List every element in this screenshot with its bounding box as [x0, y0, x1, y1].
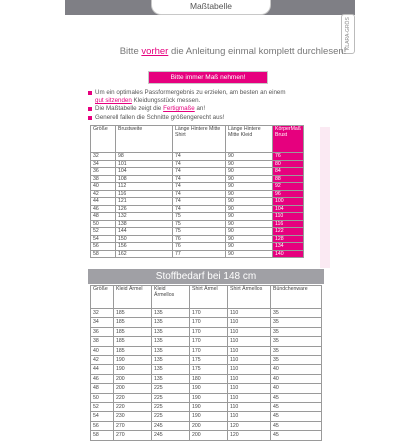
table-cell: 35	[271, 346, 322, 355]
table-cell: 48	[91, 213, 116, 221]
table-cell: 138	[116, 220, 173, 228]
table-cell: 45	[271, 393, 322, 402]
table-cell: 128	[273, 235, 304, 243]
table-cell: 135	[152, 374, 190, 383]
table-cell: 34	[91, 318, 114, 327]
table-cell: 200	[190, 421, 228, 430]
table-cell: 116	[116, 190, 173, 198]
table-cell: 120	[228, 431, 271, 440]
table-cell: 200	[114, 384, 152, 393]
table-cell: 74	[173, 168, 226, 176]
table-cell: 110	[228, 374, 271, 383]
intro-highlight: vorher	[141, 46, 169, 57]
table-cell: 84	[273, 168, 304, 176]
table-row	[91, 356, 322, 365]
table-cell: 48	[91, 384, 114, 393]
table-cell: 44	[91, 365, 114, 374]
pink-strip	[320, 127, 330, 268]
table-cell: 52	[91, 403, 114, 412]
table-cell: 120	[228, 421, 271, 430]
table-cell: 58	[91, 250, 116, 258]
table-cell: 40	[271, 365, 322, 374]
bullet-text: an!	[194, 105, 206, 113]
table-row	[91, 153, 304, 161]
col-header: Größe	[91, 286, 114, 309]
table-cell: 90	[226, 190, 273, 198]
table-row	[91, 220, 304, 228]
table-cell: 90	[226, 235, 273, 243]
table-cell: 185	[114, 318, 152, 327]
table-cell: 32	[91, 153, 116, 161]
table-row	[91, 250, 304, 258]
col-header: Brustweite	[116, 126, 173, 153]
col-header: Bündchenware	[271, 286, 322, 309]
fabric-table	[90, 285, 322, 441]
table-cell: 50	[91, 393, 114, 402]
table-cell: 75	[173, 220, 226, 228]
table-row	[91, 327, 322, 336]
table-cell: 46	[91, 374, 114, 383]
table-row	[91, 421, 322, 430]
table-cell: 54	[91, 412, 114, 421]
table-cell: 270	[114, 421, 152, 430]
fabric-table-wrap	[90, 285, 322, 441]
table-cell: 112	[116, 183, 173, 191]
table-cell: 245	[152, 431, 190, 440]
table-cell: 104	[273, 205, 304, 213]
table-cell: 35	[271, 337, 322, 346]
table-cell: 135	[152, 365, 190, 374]
table-cell: 110	[273, 213, 304, 221]
table-cell: 110	[228, 384, 271, 393]
table-cell: 38	[91, 175, 116, 183]
table-cell: 74	[173, 160, 226, 168]
intro-before: Bitte	[119, 46, 142, 57]
table-cell: 90	[226, 228, 273, 236]
table-cell: 54	[91, 235, 116, 243]
table-row	[91, 337, 322, 346]
table-cell: 90	[226, 175, 273, 183]
table-cell: 175	[190, 356, 228, 365]
table-cell: 74	[173, 153, 226, 161]
table-cell: 35	[271, 318, 322, 327]
table-cell: 185	[114, 327, 152, 336]
table-row	[91, 235, 304, 243]
table-cell: 135	[152, 318, 190, 327]
bullet-item	[88, 105, 348, 113]
table-row	[91, 393, 322, 402]
table-cell: 110	[228, 393, 271, 402]
table-cell: 116	[273, 220, 304, 228]
table-cell: 50	[91, 220, 116, 228]
table-cell: 220	[114, 403, 152, 412]
bullet-text: Die Maßtabelle zeigt die	[95, 105, 164, 113]
table-cell: 110	[228, 403, 271, 412]
table-row	[91, 309, 322, 318]
table-cell: 90	[226, 160, 273, 168]
table-cell: 144	[116, 228, 173, 236]
table-cell: 40	[271, 384, 322, 393]
table-cell: 170	[190, 346, 228, 355]
table-cell: 200	[190, 431, 228, 440]
table-cell: 46	[91, 205, 116, 213]
bullet-highlight: Fertigmaße	[163, 105, 195, 113]
table-cell: 90	[226, 250, 273, 258]
table-cell: 110	[228, 412, 271, 421]
table-row	[91, 183, 304, 191]
table-row	[91, 346, 322, 355]
table-row	[91, 198, 304, 206]
table-cell: 42	[91, 190, 116, 198]
table-cell: 75	[173, 213, 226, 221]
bullet-list	[88, 89, 348, 122]
bullet-highlight: gut sitzenden	[95, 97, 132, 105]
table-cell: 156	[116, 243, 173, 251]
table-cell: 80	[273, 160, 304, 168]
table-cell: 76	[173, 243, 226, 251]
table-cell: 56	[91, 421, 114, 430]
table-cell: 38	[91, 337, 114, 346]
table-cell: 45	[271, 412, 322, 421]
size-table-body	[91, 153, 304, 258]
table-cell: 190	[190, 393, 228, 402]
table-cell: 90	[226, 213, 273, 221]
table-cell: 74	[173, 183, 226, 191]
table-cell: 52	[91, 228, 116, 236]
table-cell: 230	[114, 412, 152, 421]
size-table-wrap	[90, 125, 304, 258]
table-cell: 134	[273, 243, 304, 251]
table-row	[91, 205, 304, 213]
table-cell: 90	[226, 243, 273, 251]
col-header: Kleid Ärmellos	[152, 286, 190, 309]
table-cell: 40	[91, 183, 116, 191]
table-cell: 35	[271, 356, 322, 365]
table-cell: 170	[190, 337, 228, 346]
table-cell: 92	[273, 183, 304, 191]
table-cell: 34	[91, 160, 116, 168]
table-row	[91, 228, 304, 236]
table-cell: 190	[190, 384, 228, 393]
table-cell: 35	[271, 327, 322, 336]
table-cell: 135	[152, 356, 190, 365]
table-cell: 96	[273, 190, 304, 198]
table-cell: 110	[228, 346, 271, 355]
table-cell: 90	[226, 153, 273, 161]
table-row	[91, 431, 322, 440]
table-cell: 40	[91, 346, 114, 355]
table-cell: 122	[273, 228, 304, 236]
table-row	[91, 374, 322, 383]
table-row	[91, 168, 304, 176]
col-header: Länge Hintere Mitte Kleid	[226, 126, 273, 153]
table-cell: 77	[173, 250, 226, 258]
table-cell: 45	[271, 403, 322, 412]
table-cell: 135	[152, 327, 190, 336]
table-cell: 45	[271, 421, 322, 430]
table-cell: 185	[114, 309, 152, 318]
table-cell: 74	[173, 175, 226, 183]
table-cell: 90	[226, 220, 273, 228]
bullet-text: Generell fallen die Schnitte größengerecht aus!	[95, 113, 225, 121]
measure-banner: Bitte immer Maß nehmen!	[148, 71, 268, 84]
table-cell: 135	[152, 309, 190, 318]
table-cell: 36	[91, 168, 116, 176]
table-row	[91, 190, 304, 198]
table-cell: 110	[228, 365, 271, 374]
col-header: Größe	[91, 126, 116, 153]
table-row	[91, 213, 304, 221]
bullet-item	[88, 114, 348, 122]
table-cell: 121	[116, 198, 173, 206]
table-cell: 225	[152, 412, 190, 421]
table-cell: 58	[91, 431, 114, 440]
table-cell: 135	[152, 346, 190, 355]
table-row	[91, 318, 322, 327]
table-cell: 88	[273, 175, 304, 183]
table-cell: 190	[190, 403, 228, 412]
table-cell: 150	[116, 235, 173, 243]
table-row	[91, 160, 304, 168]
table-cell: 270	[114, 431, 152, 440]
table-cell: 180	[190, 374, 228, 383]
table-row	[91, 384, 322, 393]
table-cell: 220	[114, 393, 152, 402]
table-header-row	[91, 126, 304, 153]
col-header: Länge Hintere Mitte Shirt	[173, 126, 226, 153]
table-cell: 225	[152, 384, 190, 393]
table-header-row	[91, 286, 322, 309]
table-cell: 126	[116, 205, 173, 213]
table-cell: 225	[152, 403, 190, 412]
table-row	[91, 243, 304, 251]
table-cell: 32	[91, 309, 114, 318]
side-label: KLARA-GRÖS	[341, 14, 355, 54]
bullet-text: Kleidungsstück messen.	[131, 97, 201, 105]
table-cell: 170	[190, 309, 228, 318]
table-cell: 56	[91, 243, 116, 251]
table-cell: 90	[226, 168, 273, 176]
table-cell: 175	[190, 365, 228, 374]
table-cell: 100	[273, 198, 304, 206]
table-cell: 98	[116, 153, 173, 161]
fabric-header: Stoffbedarf bei 148 cm	[88, 269, 324, 284]
table-cell: 190	[114, 356, 152, 365]
table-cell: 104	[116, 168, 173, 176]
table-cell: 90	[226, 183, 273, 191]
table-cell: 74	[173, 205, 226, 213]
table-cell: 108	[116, 175, 173, 183]
table-cell: 110	[228, 327, 271, 336]
bullet-text: Um ein optimales Passformergebnis zu erzielen, am besten an einem	[95, 89, 286, 96]
table-cell: 162	[116, 250, 173, 258]
size-table	[90, 125, 304, 258]
table-row	[91, 175, 304, 183]
fabric-table-body	[91, 309, 322, 441]
table-cell: 90	[226, 205, 273, 213]
table-cell: 245	[152, 421, 190, 430]
table-cell: 42	[91, 356, 114, 365]
table-cell: 132	[116, 213, 173, 221]
table-row	[91, 365, 322, 374]
page-title: Maßtabelle	[151, 0, 271, 15]
col-header: KörperMaß Brust	[273, 126, 304, 153]
table-row	[91, 412, 322, 421]
table-cell: 74	[173, 190, 226, 198]
table-cell: 45	[271, 431, 322, 440]
table-cell: 110	[228, 309, 271, 318]
table-cell: 200	[114, 374, 152, 383]
col-header: Shirt Ärmel	[190, 286, 228, 309]
table-cell: 185	[114, 346, 152, 355]
table-cell: 35	[271, 309, 322, 318]
table-cell: 76	[173, 235, 226, 243]
table-cell: 185	[114, 337, 152, 346]
bullet-item	[88, 89, 348, 105]
table-cell: 170	[190, 327, 228, 336]
intro-text	[88, 46, 378, 57]
col-header: Kleid Ärmel	[114, 286, 152, 309]
col-header: Shirt Ärmellos	[228, 286, 271, 309]
table-cell: 140	[273, 250, 304, 258]
table-cell: 225	[152, 393, 190, 402]
table-cell: 74	[173, 198, 226, 206]
table-cell: 40	[271, 374, 322, 383]
table-cell: 190	[114, 365, 152, 374]
table-row	[91, 403, 322, 412]
table-cell: 110	[228, 356, 271, 365]
table-cell: 90	[226, 198, 273, 206]
intro-after: die Anleitung einmal komplett durchlesen!	[168, 46, 347, 57]
table-cell: 44	[91, 198, 116, 206]
table-cell: 190	[190, 412, 228, 421]
table-cell: 110	[228, 318, 271, 327]
table-cell: 76	[273, 153, 304, 161]
table-cell: 170	[190, 318, 228, 327]
table-cell: 135	[152, 337, 190, 346]
table-cell: 75	[173, 228, 226, 236]
table-cell: 36	[91, 327, 114, 336]
table-cell: 110	[228, 337, 271, 346]
table-cell: 101	[116, 160, 173, 168]
